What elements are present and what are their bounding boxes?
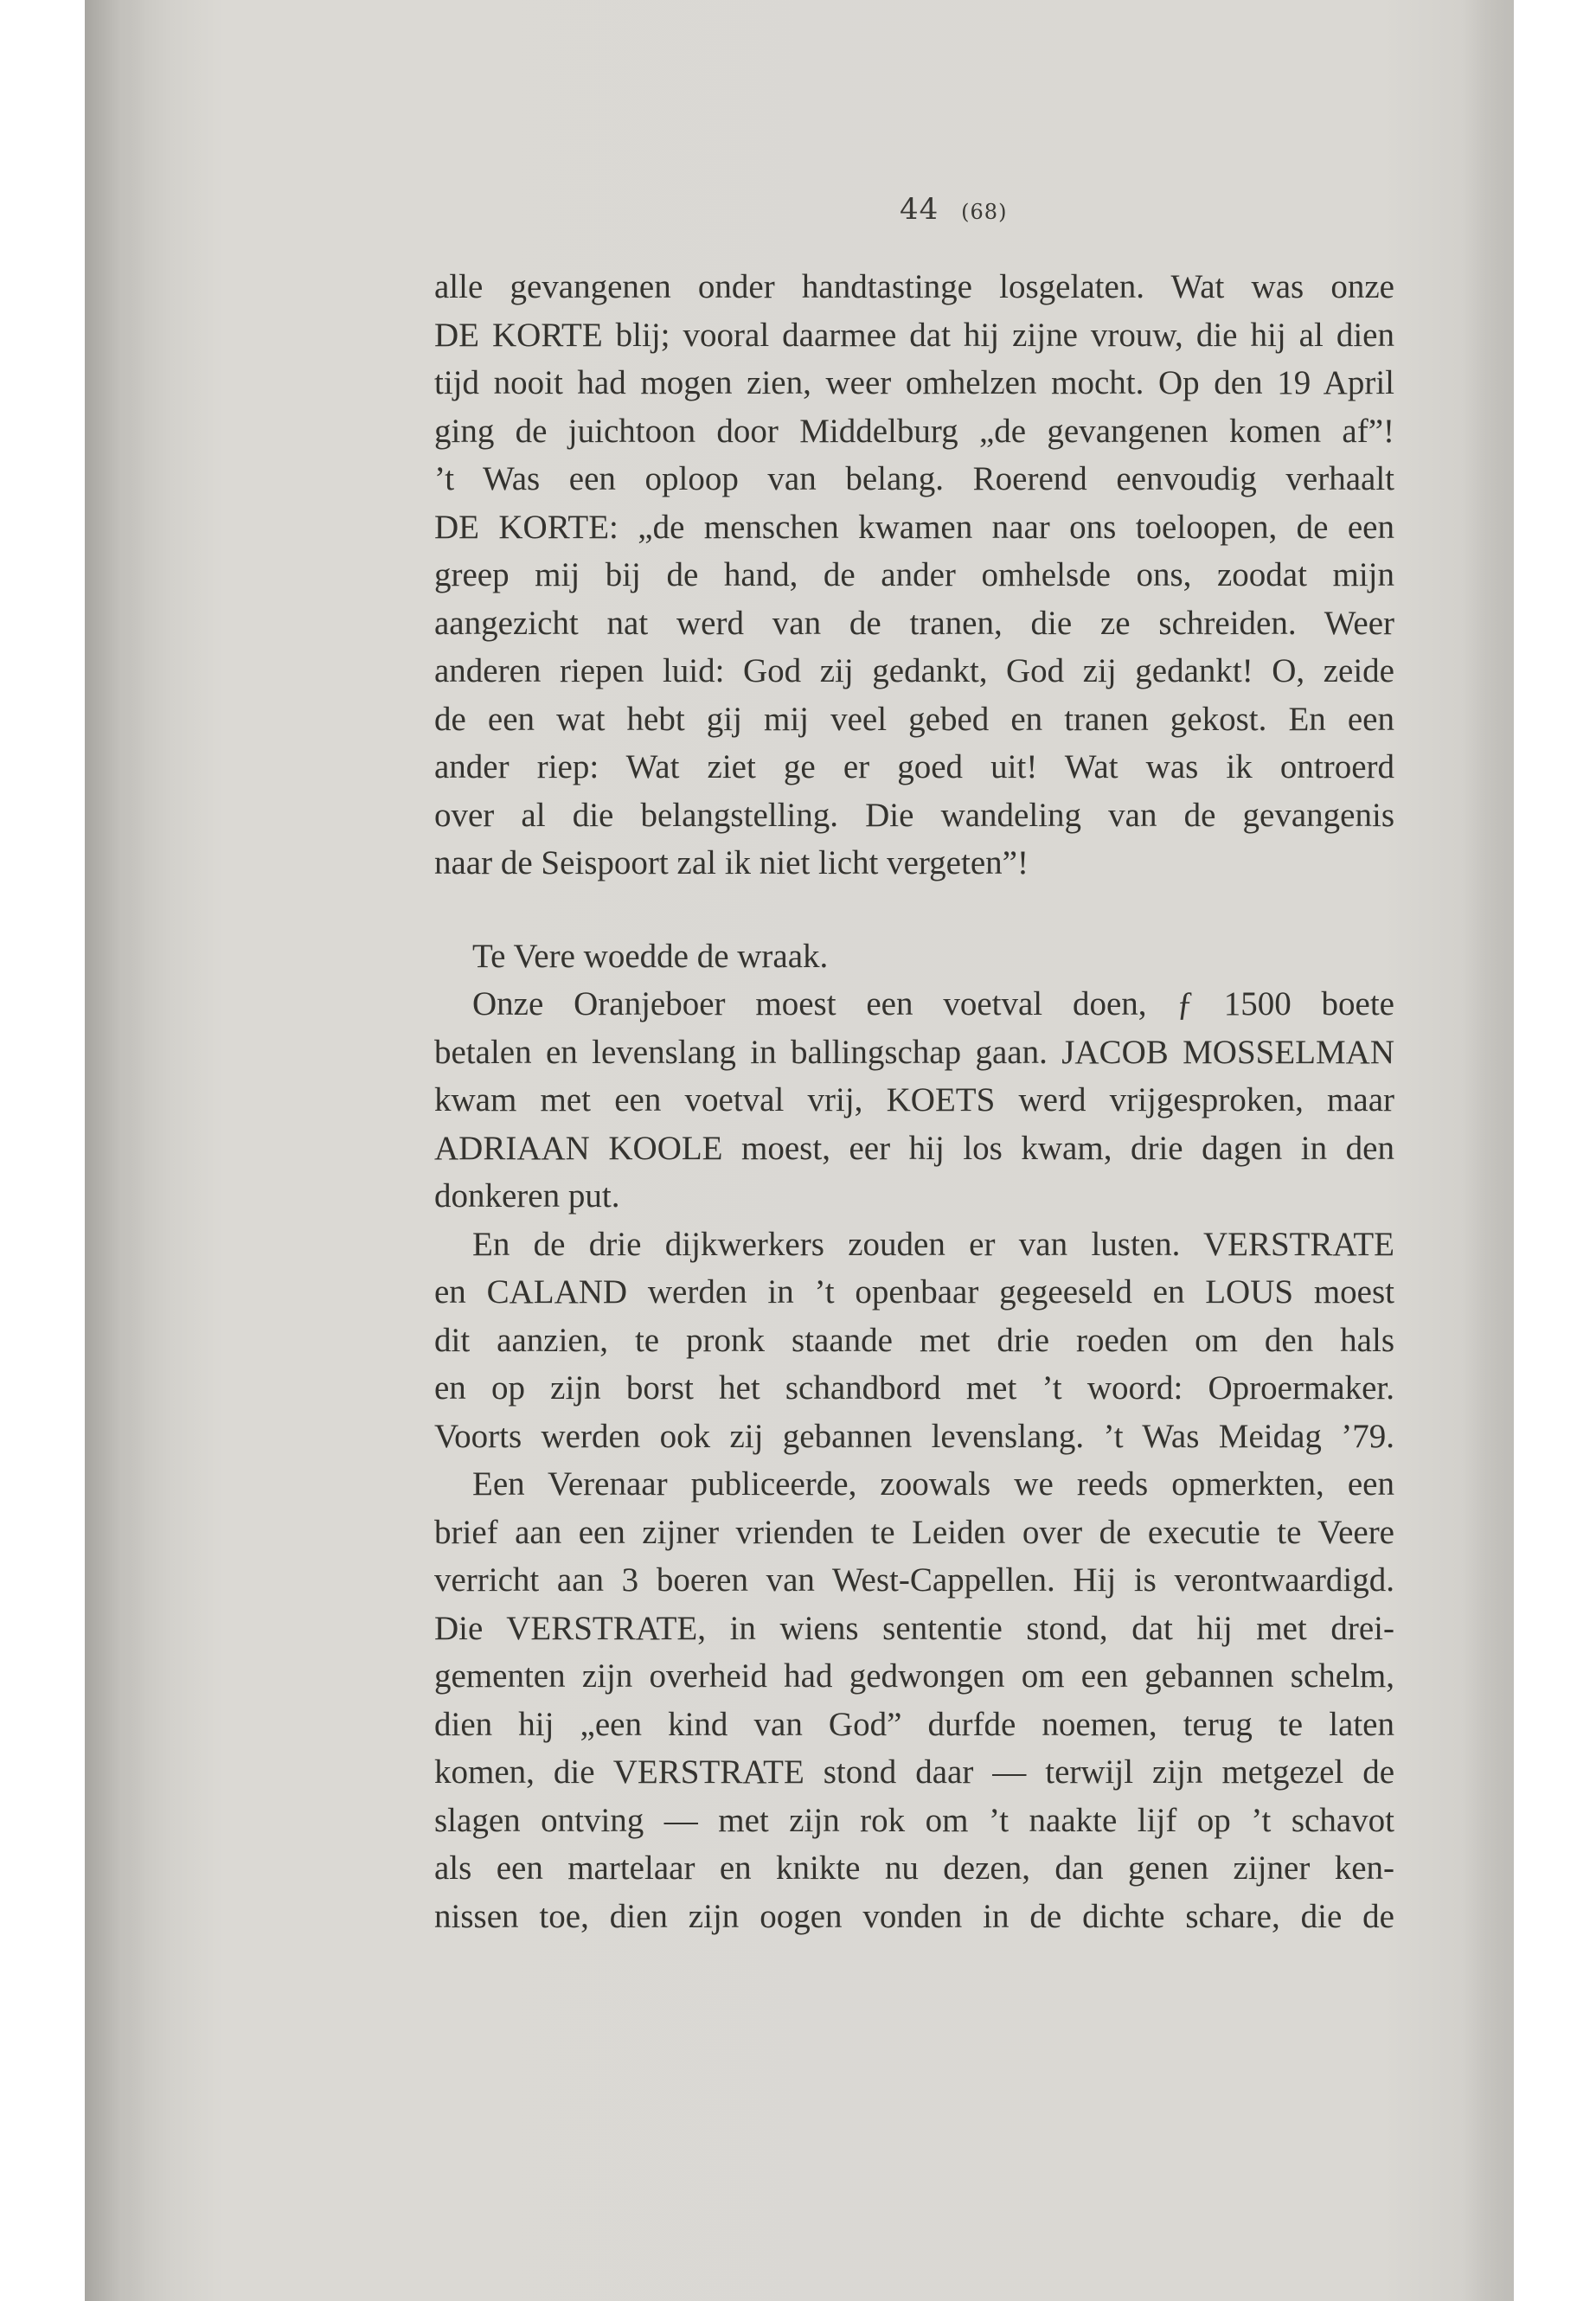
- text-line: Die VERSTRATE, in wiens sententie stond, dat hij met drei-: [434, 1609, 1394, 1647]
- paragraph: [434, 980, 1394, 1221]
- text-line: en op zijn borst het schandbord met ’t woord: Oproermaker.: [434, 1369, 1394, 1407]
- paragraph: [434, 1221, 1394, 1461]
- text-line: ander riep: Wat ziet ge er goed uit! Wat was ik ontroerd: [434, 748, 1394, 785]
- text-line: anderen riepen luid: God zij gedankt, God zij gedankt! O, zeide: [434, 652, 1394, 689]
- text-line: naar de Seispoort zal ik niet licht vergeten”!: [434, 844, 1029, 881]
- text-line: tijd nooit had mogen zien, weer omhelzen mocht. Op den 19 April: [434, 364, 1394, 401]
- text-line: betalen en levenslang in ballingschap gaan. JACOB MOSSELMAN: [434, 1033, 1394, 1071]
- page-body: [434, 263, 1394, 1940]
- text-line: Een Verenaar publiceerde, zoowals we reeds opmerkten, een: [472, 1465, 1394, 1503]
- text-line: Te Vere woedde de wraak.: [472, 937, 829, 975]
- text-line: gementen zijn overheid had gedwongen om een gebannen schelm,: [434, 1657, 1394, 1695]
- paragraph: [434, 933, 1394, 981]
- text-line: kwam met een voetval vrij, KOETS werd vrijgesproken, maar: [434, 1081, 1394, 1118]
- text-line: ADRIAAN KOOLE moest, eer hij los kwam, drie dagen in den: [434, 1129, 1394, 1167]
- text-line: slagen ontving — met zijn rok om ’t naakte lijf op ’t schavot: [434, 1801, 1394, 1839]
- text-line: dit aanzien, te pronk staande met drie roeden om den hals: [434, 1321, 1394, 1359]
- text-line: ’t Was een oploop van belang. Roerend eenvoudig verhaalt: [434, 460, 1394, 497]
- text-line: als een martelaar en knikte nu dezen, dan genen zijner ken-: [434, 1849, 1394, 1887]
- page-number: 44: [900, 192, 939, 227]
- text-line: Onze Oranjeboer moest een voetval doen, ƒ 1500 boete: [472, 985, 1394, 1022]
- text-line: dien hij „een kind van God” durfde noemen, terug te laten: [434, 1705, 1394, 1743]
- text-line: komen, die VERSTRATE stond daar — terwijl zijn metgezel de: [434, 1753, 1394, 1791]
- text-line: donkeren put.: [434, 1177, 620, 1215]
- text-line: de een wat hebt gij mij veel gebed en tranen gekost. En een: [434, 700, 1394, 738]
- text-line: brief aan een zijner vrienden te Leiden over de executie te Veere: [434, 1513, 1394, 1551]
- text-line: en CALAND werden in ’t openbaar gegeeseld en LOUS moest: [434, 1273, 1394, 1311]
- text-line: Voorts werden ook zij gebannen levenslang. ’t Was Meidag ’79.: [434, 1417, 1394, 1455]
- original-page-number: (68): [961, 200, 1008, 224]
- paragraph: [434, 263, 1394, 888]
- text-line: ging de juichtoon door Middelburg „de gevangenen komen af”!: [434, 412, 1394, 450]
- text-line: DE KORTE: „de menschen kwamen naar ons toeloopen, de een: [434, 508, 1394, 546]
- binding-gutter: [85, 0, 145, 2301]
- text-line: DE KORTE blij; vooral daarmee dat hij zijne vrouw, die hij al dien: [434, 316, 1394, 354]
- text-line: over al die belangstelling. Die wandeling van de gevangenis: [434, 796, 1394, 834]
- text-line: En de drie dijkwerkers zouden er van lusten. VERSTRATE: [472, 1225, 1394, 1263]
- text-line: greep mij bij de hand, de ander omhelsde ons, zoodat mijn: [434, 556, 1394, 593]
- text-line: aangezicht nat werd van de tranen, die ze schreiden. Weer: [434, 604, 1394, 642]
- page-header: [900, 192, 1007, 227]
- text-line: verricht aan 3 boeren van West-Cappellen. Hij is verontwaardigd.: [434, 1561, 1394, 1599]
- paragraph: [434, 1460, 1394, 1940]
- text-line: nissen toe, dien zijn oogen vonden in de dichte schare, die de: [434, 1897, 1394, 1935]
- page-edge-shadow: [1462, 0, 1514, 2301]
- text-line: alle gevangenen onder handtastinge losgelaten. Wat was onze: [434, 268, 1394, 305]
